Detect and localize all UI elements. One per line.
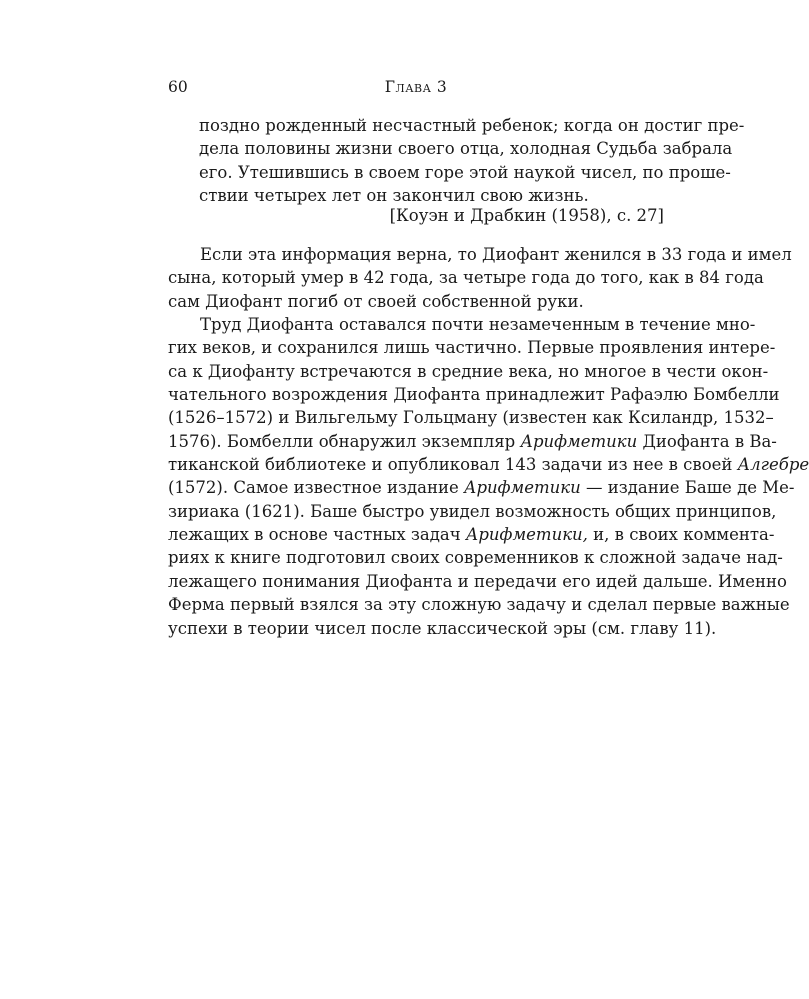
quotation-block (199, 114, 745, 208)
quote-citation: [Коуэн и Драбкин (1958), с. 27] (389, 206, 664, 225)
text-line: сына, который умер в 42 года, за четыре года до того, как в 84 года (168, 268, 764, 288)
text-line: Труд Диофанта оставался почти незамеченным в течение мно- (200, 315, 756, 335)
book-title-italic: Арифметики, (465, 525, 588, 545)
text-line (168, 523, 775, 546)
text-line: чательного возрождения Диофанта принадлежит Рафаэлю Бомбелли (168, 385, 780, 405)
text-run: 1576). Бомбелли обнаружил экземпляр (168, 431, 521, 451)
text-line: сам Диофант погиб от своей собственной руки. (168, 291, 584, 311)
quote-line: поздно рожденный несчастный ребенок; когда он достиг пре- (199, 116, 745, 135)
text-line: (1526–1572) и Вильгельму Гольцману (известен как Ксиландр, 1532– (168, 408, 774, 428)
paragraph (168, 243, 792, 313)
text-line: Если эта информация верна, то Диофант женился в 33 года и имел (200, 245, 792, 264)
book-title-italic: Арифметики (463, 478, 581, 498)
body-text (168, 243, 809, 640)
text-line: Ферма первый взялся за эту сложную задачу и сделал первые важные (168, 595, 790, 615)
text-line: успехи в теории чисел после классической эры (см. главу 11). (168, 618, 717, 638)
text-run: Диофанта в Ва- (637, 431, 777, 451)
text-run: (1572). Самое известное издание (168, 478, 464, 498)
paragraph (168, 313, 809, 640)
text-line (168, 476, 795, 499)
text-line: зириака (1621). Баше быстро увидел возможность общих принципов, (168, 501, 777, 521)
text-run: и, в своих коммента- (587, 525, 775, 545)
page-header (168, 78, 664, 100)
quote-line: его. Утешившись в своем горе этой наукой чисел, по проше- (199, 162, 731, 182)
text-line: гих веков, и сохранился лишь частично. Первые проявления интере- (168, 338, 776, 358)
text-run: лежащих в основе частных задач (168, 525, 466, 545)
text-run: — издание Баше де Ме- (580, 478, 795, 498)
quote-line: ствии четырех лет он закончил свою жизнь. (199, 186, 589, 206)
text-line (168, 430, 777, 453)
page-number: 60 (168, 78, 188, 96)
quote-line: дела половины жизни своего отца, холодная Судьба забрала (199, 139, 733, 159)
text-line: са к Диофанту встречаются в средние века, но многое в чести окон- (168, 361, 769, 381)
text-line: риях к книге подготовил своих современников к сложной задаче над- (168, 548, 783, 568)
text-line (168, 453, 809, 476)
chapter-running-head: Глава 3 (384, 78, 448, 96)
book-title-italic: Арифметики (520, 431, 638, 451)
text-line: лежащего понимания Диофанта и передачи его идей дальше. Именно (168, 571, 787, 591)
text-run: тиканской библиотеке и опубликовал 143 задачи из нее в своей (168, 455, 738, 475)
book-title-italic: Алгебре (737, 455, 809, 475)
